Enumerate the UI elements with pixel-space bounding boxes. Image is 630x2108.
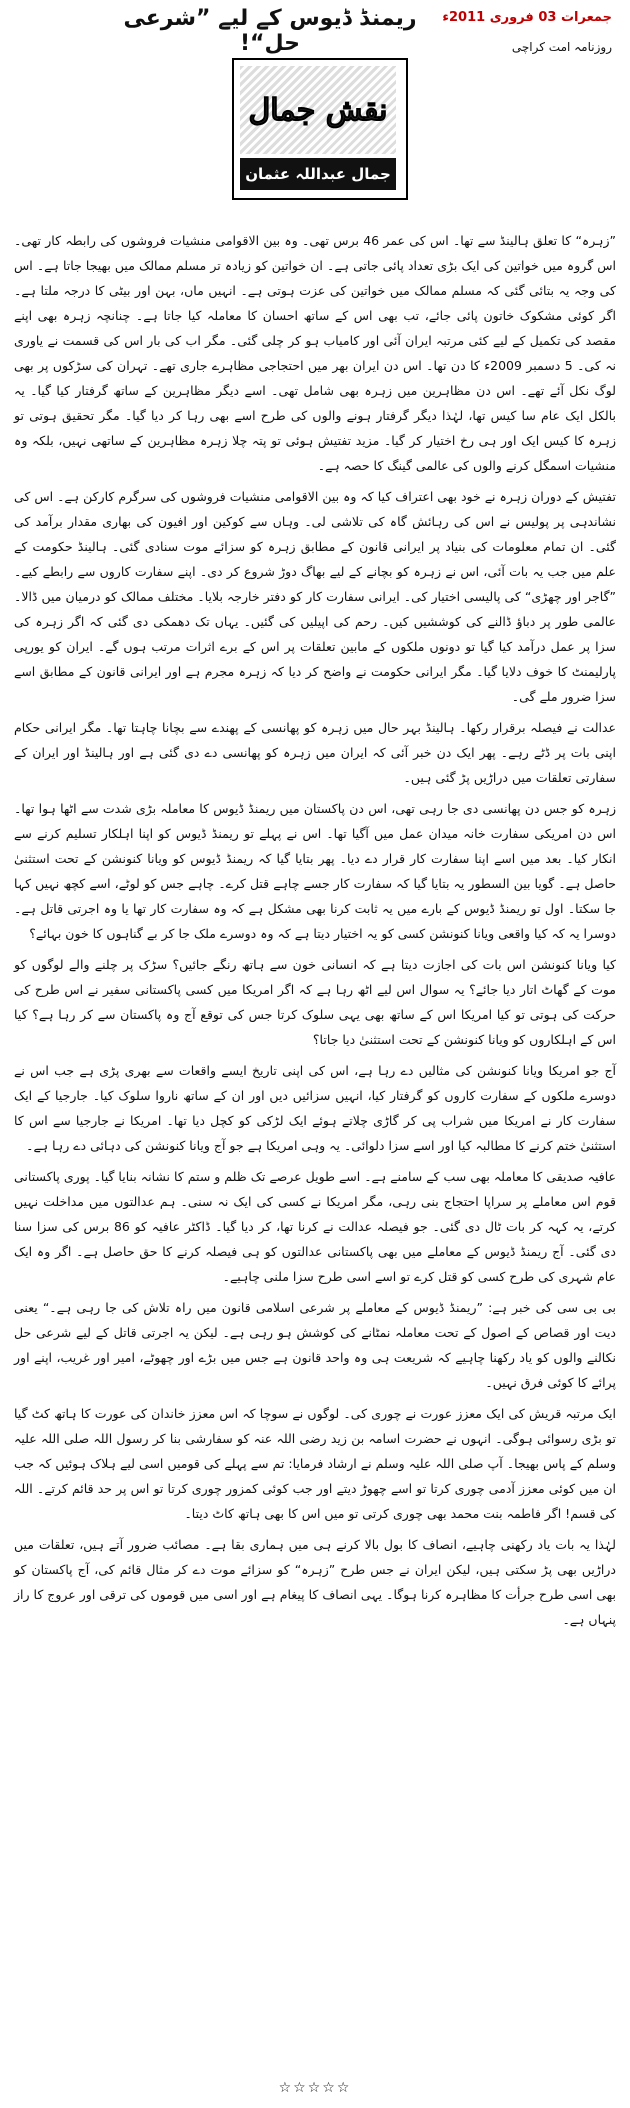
paragraph: بی بی سی کی خبر ہے: ”ریمنڈ ڈیوس کے معاملے پر شرعی اسلامی قانون میں راہ تلاش کی جا رہی ہے۔“ یعنی دیت اور قصاص کے اصول کے تحت معاملہ نمٹانے کی کوشش ہو رہی ہے۔ لیکن یہ اجرتی قاتل کے لیے شرعی حل نکالنے والوں کو یاد رکھنا چاہیے کہ شریعت ہی وہ واحد قانون ہے جس میں بڑے اور چھوٹے، امیر اور غریب، اپنے اور پرائے کا کوئی فرق نہیں۔ bbox=[14, 1300, 616, 1390]
article-title: ریمنڈ ڈیوس کے لیے ”شرعی حل“! bbox=[123, 6, 417, 56]
paragraph: آج جو امریکا ویانا کنونشن کی مثالیں دے رہا ہے، اس کی اپنی تاریخ ایسے واقعات سے بھری پڑی ہے جب اس نے دوسرے ملکوں کے سفارت کاروں کو گرفتار کیا، انہیں سزائیں دیں اور ان کے ساتھ ناروا سلوک کیا۔ جارجیا کے ایک سفارت کار نے امریکا میں شراب پی کر گاڑی چلاتے ہوئے ایک لڑکی کو کچل دیا تھا۔ امریکا نے جارجیا سے اس کا استثنیٰ ختم کرنے کا مطالبہ کیا اور اسے سزا دلوائی۔ یہ وہی امریکا ہے جو آج ویانا کنونشن کی دہائی دے رہا ہے۔ bbox=[14, 1063, 616, 1153]
article-body bbox=[14, 228, 616, 1638]
newspaper-name: روزنامہ امت کراچی bbox=[511, 40, 612, 54]
author-name: جمال عبداللہ عثمان bbox=[240, 158, 396, 190]
paragraph: کیا ویانا کنونشن اس بات کی اجازت دیتا ہے کہ انسانی خون سے ہاتھ رنگے جائیں؟ سڑک پر چلنے والے لوگوں کو موت کے گھاٹ اتار دیا جائے؟ یہ سوال اس لیے اٹھ رہا ہے کہ اگر امریکا میں کسی پاکستانی سفیر نے اس طرح کی حرکت کی ہوتی تو کیا امریکا اس کے ساتھ بھی یہی سلوک کرتا جس کی توقع آج وہ پاکستان سے کر رہا ہے؟ کیا اس کے اہلکاروں کو ویانا کنونشن کے تحت استثنیٰ دیا جاتا؟ bbox=[14, 957, 616, 1047]
paragraph: لہٰذا یہ بات یاد رکھنی چاہیے، انصاف کا بول بالا کرنے ہی میں ہماری بقا ہے۔ مصائب ضرور آتے ہیں، تعلقات میں دراڑیں بھی پڑ سکتی ہیں، لیکن ایران نے جس طرح ”زہرہ“ کو سزائے موت دے کر مثال قائم کی، آج پاکستان کو بھی اسی طرح جرأت کا مظاہرہ کرنا ہوگا۔ یہی انصاف کا پیغام ہے اور اسی میں قوموں کی ترقی اور عروج کا راز پنہاں ہے۔ bbox=[14, 1537, 616, 1627]
paragraph: ”زہرہ“ کا تعلق ہالینڈ سے تھا۔ اس کی عمر 46 برس تھی۔ وہ بین الاقوامی منشیات فروشوں کی رابطہ کار تھی۔ اس گروہ میں خواتین کی ایک بڑی تعداد پائی جاتی ہے۔ ان خواتین کو زیادہ تر مسلم ممالک میں بھیجا جاتا ہے۔ اس کی وجہ یہ بتائی گئی کہ مسلم ممالک میں خواتین کی عزت ہوتی ہے۔ انہیں ماں، بہن اور بیٹی کا درجہ ملتا ہے۔ اگر کوئی مشکوک خاتون پائی جائے، تب بھی اس کے ساتھ احسان کا معاملہ کیا جاتا ہے۔ چنانچہ زہرہ بھی اپنے مقصد کی تکمیل کے لیے کئی مرتبہ ایران آئی اور کامیاب ہو کر چلی گئی۔ مگر اب کی بار اس کی قسمت نے یاوری نہ کی۔ 5 دسمبر 2009ء کا دن تھا۔ اس دن ایران بھر میں احتجاجی مظاہرے جاری تھے۔ تہران کی سڑکوں پر بھی لوگ نکل آئے تھے۔ اس دن مظاہرین میں زہرہ بھی شامل تھی۔ اسے دیگر مظاہرین کے ساتھ گرفتار کیا گیا۔ یہ بالکل ایک عام سا کیس تھا، لہٰذا دیگر گرفتار ہونے والوں کی طرح اسے بھی رہا کر دیا گیا۔ مگر تحقیق ہوتی تو زہرہ کا کیس ایک اور ہی رخ اختیار کر گیا۔ مزید تفتیش ہوئی تو پتہ چلا زہرہ مظاہرین کے ساتھی نہیں، بلکہ وہ منشیات اسمگل کرنے والوں کی عالمی گینگ کا حصہ ہے۔ bbox=[14, 233, 616, 473]
publication-date: جمعرات 03 فروری 2011ء bbox=[442, 10, 612, 25]
paragraph: تفتیش کے دوران زہرہ نے خود بھی اعتراف کیا کہ وہ بین الاقوامی منشیات فروشوں کی سرگرم کارکن ہے۔ اس کی نشاندہی پر پولیس نے اس کی رہائش گاہ کی تلاشی لی۔ وہاں سے کوکین اور افیون کی بھاری مقدار برآمد کی گئی۔ ان تمام معلومات کی بنیاد پر ایرانی قانون کے مطابق زہرہ کو سزائے موت سنادی گئی۔ ہالینڈ حکومت کے علم میں جب یہ بات آئی، اس نے زہرہ کو بچانے کے لیے بھاگ دوڑ شروع کر دی۔ اپنے سفارت کاروں سے رابطے کیے۔ ”گاجر اور چھڑی“ کی پالیسی اختیار کی۔ ایرانی سفارت کار کو دفتر خارجہ بلایا۔ مختلف ممالک کو درمیان میں ڈالا۔ عالمی طور پر دباؤ ڈالنے کی کوششیں کیں۔ رحم کی اپیلیں کی گئیں۔ یہاں تک دھمکی دی گئی کہ اگر زہرہ کی سزا پر عمل درآمد کیا گیا تو دونوں ملکوں کے مابین تعلقات پر اس کے برے اثرات مرتب ہوں گے۔ ایران کو یورپی پارلیمنٹ کا خوف دلایا گیا۔ مگر ایرانی حکومت نے واضح کر دیا کہ زہرہ مجرم ہے اور ایرانی قانون کے مطابق اسے سزا ضرور ملے گی۔ bbox=[14, 489, 616, 704]
paragraph: ایک مرتبہ قریش کی ایک معزز عورت نے چوری کی۔ لوگوں نے سوچا کہ اس معزز خاندان کی عورت کا ہاتھ کٹ گیا تو بڑی رسوائی ہوگی۔ انہوں نے حضرت اسامہ بن زید رضی اللہ عنہ کو سفارشی بنا کر رسول اللہ صلی اللہ علیہ وسلم کے پاس بھیجا۔ آپ صلی اللہ علیہ وسلم نے ارشاد فرمایا: تم سے پہلے کی قومیں اسی لیے ہلاک ہوئیں کہ جب ان میں کوئی معزز آدمی چوری کرتا تو اسے چھوڑ دیتے اور جب کوئی کمزور چوری کرتا تو اس پر حد قائم کرتے۔ اللہ کی قسم! اگر فاطمہ بنت محمد بھی چوری کرتی تو میں اس کا بھی ہاتھ کاٹ دیتا۔ bbox=[14, 1406, 616, 1521]
paragraph: زہرہ کو جس دن پھانسی دی جا رہی تھی، اس دن پاکستان میں ریمنڈ ڈیوس کا معاملہ بڑی شدت سے اٹھا ہوا تھا۔ اس دن امریکی سفارت خانہ میدان عمل میں آگیا تھا۔ اس نے پہلے تو ریمنڈ ڈیوس کو اپنا اہلکار تسلیم کرنے سے انکار کیا۔ بعد میں اسے اپنا سفارت کار قرار دے دیا۔ پھر بتایا گیا کہ ریمنڈ ڈیوس کو ویانا کنونشن کے تحت استثنیٰ حاصل ہے۔ گویا بین السطور یہ بتایا گیا کہ سفارت کار جسے چاہے قتل کرے۔ چاہے جس کو لوٹے، اسے کچھ نہیں کہا جا سکتا۔ اول تو ریمنڈ ڈیوس کے بارے میں یہ ثابت کرنا بھی مشکل ہے کہ وہ سفارت کار تھا یا وہ اجرتی قاتل ہے۔ دوسرا یہ کہ کیا واقعی ویانا کنونشن کسی کو یہ اختیار دیتا ہے کہ وہ دوسرے ملک جا کر بے گناہوں کا خون بہائے؟ bbox=[14, 801, 616, 941]
paragraph: عافیہ صدیقی کا معاملہ بھی سب کے سامنے ہے۔ اسے طویل عرصے تک ظلم و ستم کا نشانہ بنایا گیا۔ پوری پاکستانی قوم اس معاملے پر سراپا احتجاج بنی رہی، مگر امریکا نے کسی کی ایک نہ سنی۔ ہم عدالتوں میں مداخلت نہیں کرتے، یہ کہہ کر بات ٹال دی گئی۔ جو فیصلہ عدالت نے کرنا تھا، کر دیا گیا۔ ڈاکٹر عافیہ کو 86 برس کی سزا سنا دی گئی۔ آج ریمنڈ ڈیوس کے معاملے میں بھی پاکستانی عدالتوں کو ہی فیصلہ کرنے کا حق حاصل ہے۔ اگر وہ ایک عام شہری کی طرح کسی کو قتل کرے تو اسے اسی طرح سزا ملنی چاہیے۔ bbox=[14, 1169, 616, 1284]
column-logo-art bbox=[240, 66, 396, 154]
column-name: نقش جمال bbox=[248, 92, 388, 128]
column-logo bbox=[232, 58, 408, 200]
paragraph: عدالت نے فیصلہ برقرار رکھا۔ ہالینڈ بہر حال میں زہرہ کو پھانسی کے پھندے سے بچانا چاہتا تھا۔ مگر ایرانی حکام اپنی بات پر ڈٹے رہے۔ پھر ایک دن خبر آئی کہ ایران میں زہرہ کو پھانسی دے دی گئی ہے اور ہالینڈ اور ایران کے سفارتی تعلقات میں دراڑیں پڑ گئی ہیں۔ bbox=[14, 720, 616, 785]
end-stars-icon: ☆☆☆☆☆ bbox=[278, 2080, 352, 2096]
